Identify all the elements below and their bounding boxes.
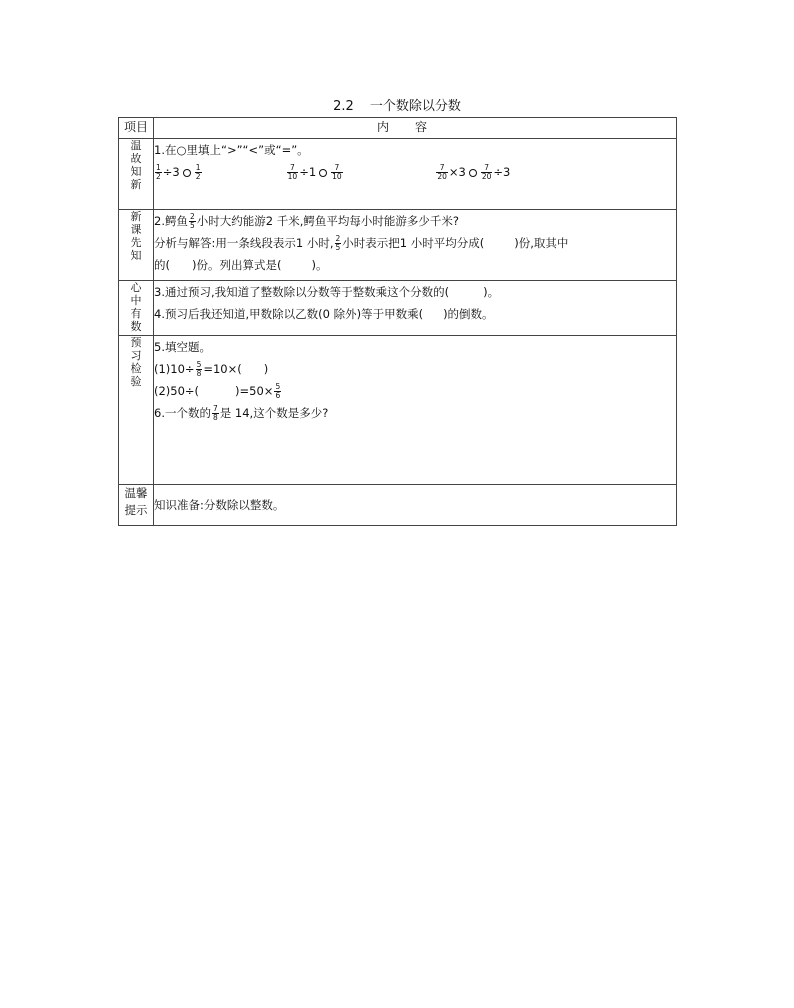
question-4: 4.预习后我还知道,甲数除以乙数(0 除外)等于甲数乘( )的倒数。 — [154, 307, 494, 321]
row-label-check — [119, 336, 154, 485]
question-5-2: (2)50÷( )=50× $\frac{5}{6}$ — [154, 382, 281, 400]
row-label-review — [119, 139, 154, 210]
header-content-label: 内容 — [376, 120, 453, 134]
question-5: 5.填空题。 — [154, 340, 211, 354]
fraction: $\frac{7}{20}$ — [437, 163, 447, 181]
table-row — [119, 281, 677, 336]
header-content — [154, 118, 677, 139]
row-content-preview — [154, 210, 677, 281]
compare-circle[interactable] — [183, 169, 191, 177]
fraction: $\frac{7}{10}$ — [287, 163, 298, 181]
question-5-1: (1)10÷ $\frac{5}{8}$ =10×( ) — [154, 360, 269, 378]
question-6: 6.一个数的 $\frac{7}{8}$ 是 14,这个数是多少? — [154, 404, 329, 422]
row-label-text: 温馨提示 — [124, 486, 148, 517]
question-1: 1.在○里填上“>”“<”或“=”。 — [154, 143, 309, 157]
fraction: $\frac{7}{20}$ — [481, 163, 492, 181]
page-title — [0, 95, 794, 114]
fraction: $\frac{5}{8}$ — [196, 360, 202, 378]
row-label-text: 心中有数 — [130, 281, 142, 333]
row-content-check — [154, 336, 677, 485]
analysis-line-1: 分析与解答:用一条线段表示1 小时, $\frac{2}{5}$ 小时表示把1 小时平均分成( )份,取其中 — [154, 234, 569, 252]
compare-circle[interactable] — [469, 169, 477, 177]
analysis-line-2: 的( )份。列出算式是( )。 — [154, 258, 328, 272]
row-label-text: 新课先知 — [130, 210, 142, 262]
row-content-review — [154, 139, 677, 210]
row-label-tip — [119, 485, 154, 526]
table-header-row — [119, 118, 677, 139]
tip-text: 知识准备:分数除以整数。 — [154, 498, 285, 512]
compare-item-3: $\frac{7}{20}$ ×3 $\frac{7}{20}$ ÷3 — [437, 163, 511, 181]
compare-item-1: $\frac{1}{2}$ ÷3 $\frac{1}{2}$ — [156, 163, 201, 181]
fraction: $\frac{2}{5}$ — [189, 212, 195, 230]
table-row — [119, 139, 677, 210]
section-number: 2.2 — [333, 99, 354, 114]
fraction: $\frac{2}{5}$ — [335, 234, 341, 252]
fraction: $\frac{1}{2}$ — [195, 163, 201, 181]
fraction: $\frac{5}{6}$ — [275, 382, 281, 400]
section-title: 一个数除以分数 — [369, 99, 461, 114]
compare-circle[interactable] — [319, 169, 327, 177]
row-label-text: 预习检验 — [130, 336, 142, 388]
header-item: 项目 — [119, 118, 154, 139]
table-row — [119, 210, 677, 281]
compare-item-2: $\frac{7}{10}$ ÷1 $\frac{7}{10}$ — [287, 163, 342, 181]
table-row — [119, 336, 677, 485]
row-label-preview — [119, 210, 154, 281]
compare-items — [154, 161, 676, 183]
fraction: $\frac{7}{10}$ — [332, 163, 342, 181]
worksheet-table — [118, 117, 677, 526]
row-content-tip — [154, 485, 677, 526]
row-label-text: 温故知新 — [130, 139, 142, 191]
question-3: 3.通过预习,我知道了整数除以分数等于整数乘这个分数的( )。 — [154, 285, 500, 299]
table-row — [119, 485, 677, 526]
fraction: $\frac{7}{8}$ — [212, 404, 218, 422]
row-content-know — [154, 281, 677, 336]
row-label-know — [119, 281, 154, 336]
fraction: $\frac{1}{2}$ — [156, 163, 161, 181]
question-2: 2.鳄鱼 $\frac{2}{5}$ 小时大约能游2 千米,鳄鱼平均每小时能游多少千米? — [154, 212, 459, 230]
